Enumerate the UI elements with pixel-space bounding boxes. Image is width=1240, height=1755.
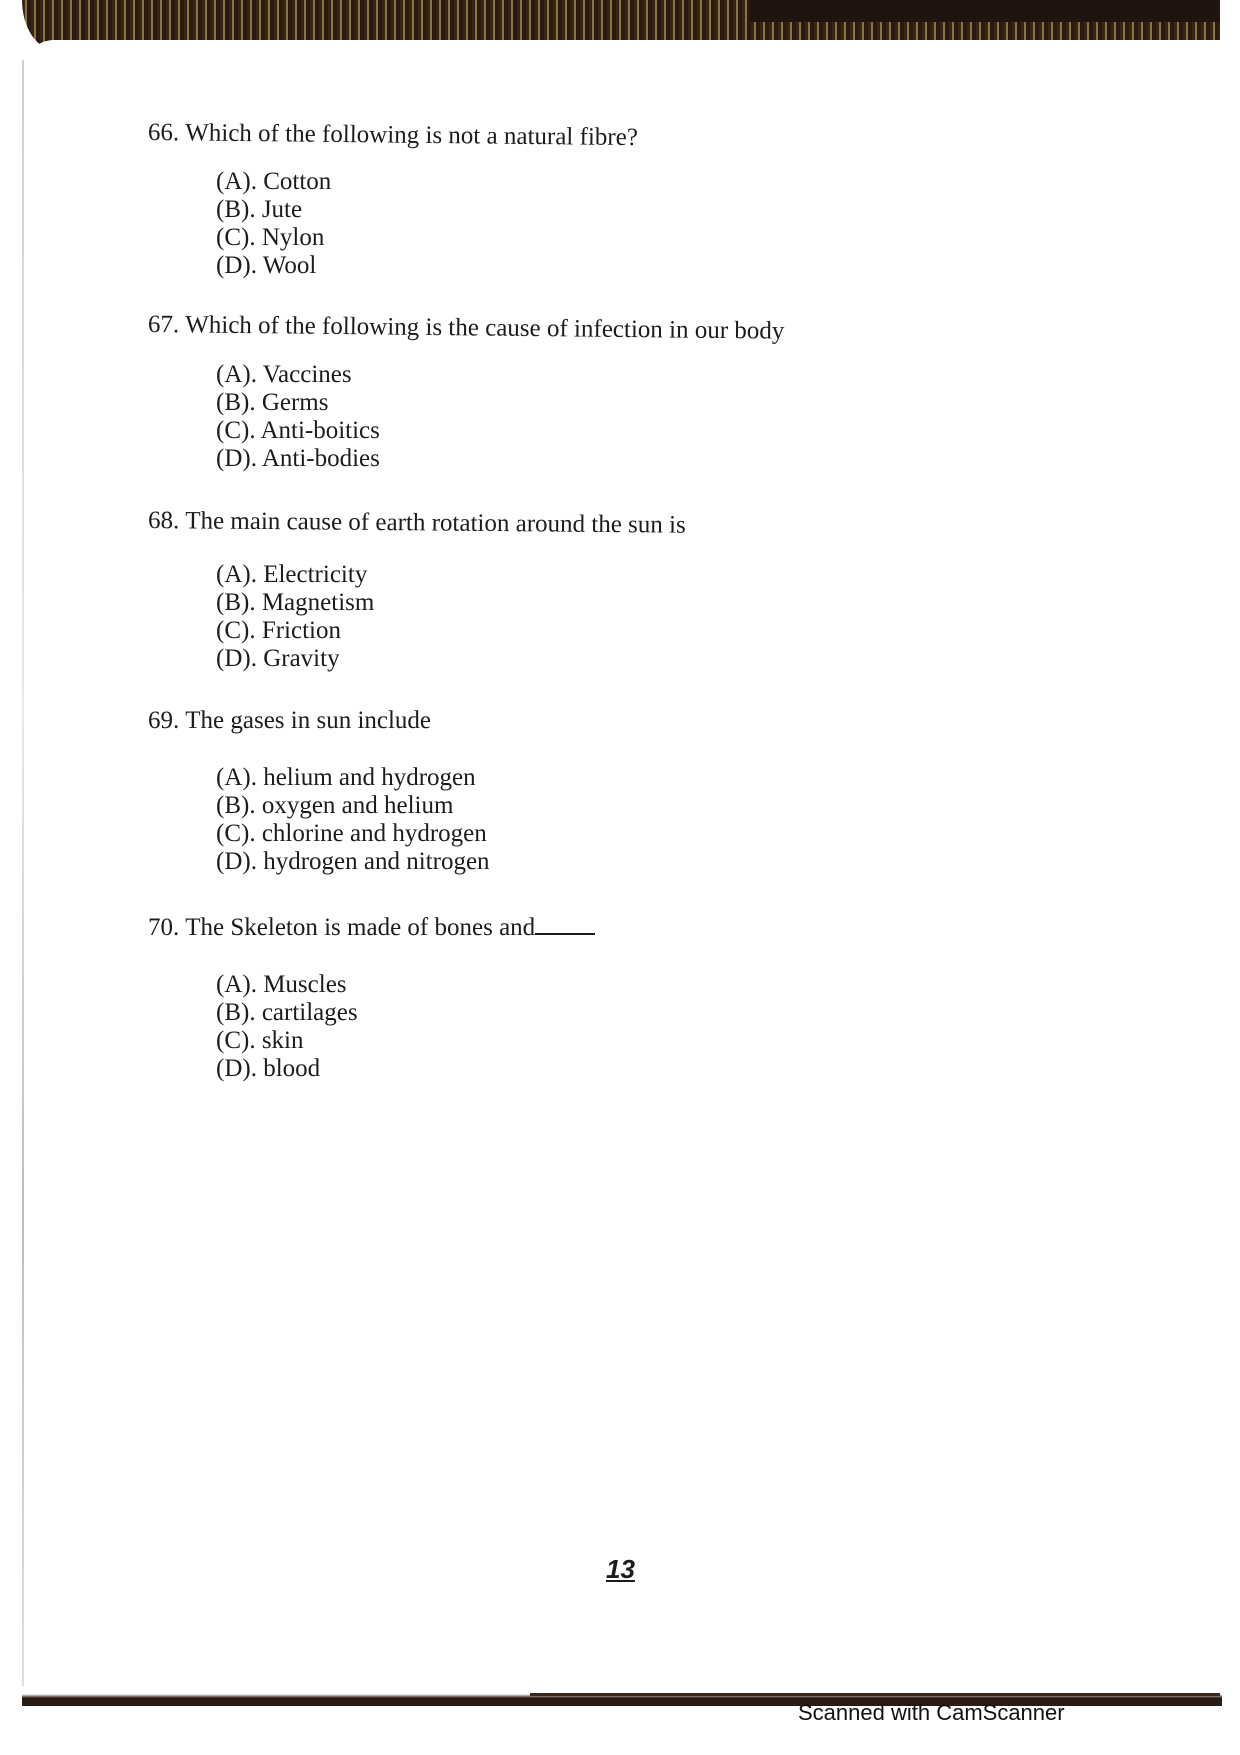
option-c: (C). chlorine and hydrogen	[216, 820, 487, 847]
option-c: (C). Friction	[216, 617, 341, 644]
question-69	[148, 706, 431, 736]
question-text: The gases in sun include	[185, 707, 432, 734]
option-b: (B). oxygen and helium	[216, 792, 454, 819]
question-text: The main cause of earth rotation around the sun is	[185, 507, 686, 539]
options-69	[216, 764, 490, 876]
option-a: (A). Vaccines	[216, 361, 352, 388]
question-68	[148, 506, 686, 541]
option-d: (D). Gravity	[216, 645, 340, 672]
document-page	[24, 40, 1220, 1705]
question-number: 70.	[148, 914, 180, 941]
question-70	[148, 913, 595, 943]
option-a: (A). Electricity	[216, 561, 368, 588]
question-number: 69.	[148, 707, 180, 734]
options-70	[216, 971, 358, 1083]
question-number: 66.	[147, 119, 180, 147]
question-number: 68.	[147, 507, 180, 535]
page-number: 13	[606, 1554, 635, 1584]
option-d: (D). Anti-bodies	[216, 445, 380, 472]
option-a: (A). Muscles	[216, 971, 347, 998]
option-c: (C). Nylon	[216, 224, 325, 251]
option-c: (C). skin	[216, 1027, 304, 1054]
question-text: Which of the following is the cause of infection in our body	[185, 311, 785, 345]
option-d: (D). blood	[216, 1055, 321, 1082]
question-66	[148, 118, 638, 153]
option-b: (B). Germs	[216, 389, 329, 416]
scan-border-top-right	[750, 0, 1220, 22]
option-a: (A). helium and hydrogen	[216, 764, 476, 791]
option-d: (D). hydrogen and nitrogen	[216, 848, 490, 875]
scan-border-bottom-right	[530, 1693, 1220, 1696]
options-68	[216, 561, 374, 673]
option-a: (A). Cotton	[216, 168, 332, 195]
options-67	[216, 361, 380, 473]
question-text: Which of the following is not a natural fibre?	[185, 119, 639, 152]
scanner-watermark: Scanned with CamScanner	[798, 1700, 1065, 1725]
question-text: The Skeleton is made of bones and	[185, 914, 536, 941]
question-number: 67.	[147, 311, 180, 339]
options-66	[216, 168, 331, 280]
answer-blank	[535, 915, 595, 935]
scan-border-left	[22, 60, 24, 1700]
option-b: (B). Jute	[216, 196, 303, 223]
option-b: (B). cartilages	[216, 999, 358, 1026]
option-b: (B). Magnetism	[216, 589, 375, 616]
option-c: (C). Anti-boitics	[216, 417, 380, 444]
option-d: (D). Wool	[216, 252, 317, 279]
